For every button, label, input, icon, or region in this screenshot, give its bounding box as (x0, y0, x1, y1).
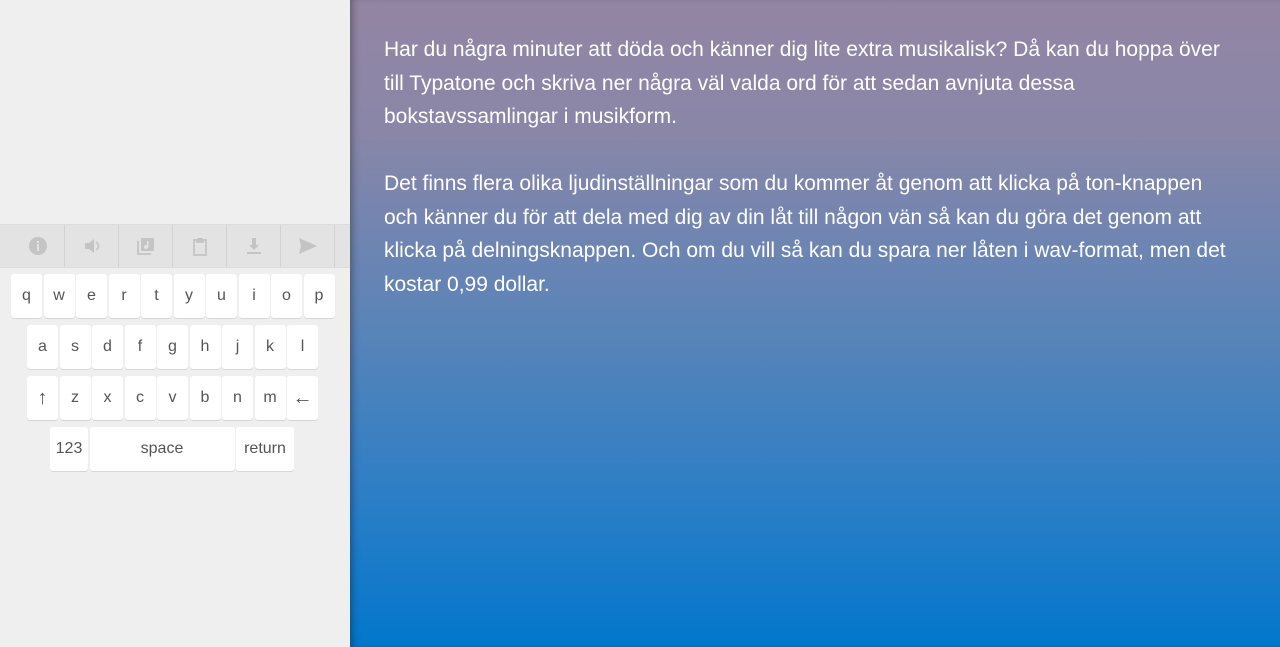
key-j[interactable]: j (222, 325, 253, 369)
keyboard-row-3 (27, 376, 320, 420)
info-icon (28, 236, 48, 256)
key-e[interactable]: e (76, 274, 107, 318)
key-x[interactable]: x (92, 376, 123, 420)
key-y[interactable]: y (174, 274, 205, 318)
key-t[interactable]: t (141, 274, 172, 318)
shift-key[interactable]: ↑ (27, 376, 58, 420)
key-i[interactable]: i (239, 274, 270, 318)
key-m[interactable]: m (255, 376, 286, 420)
key-c[interactable]: c (125, 376, 156, 420)
music-library-button[interactable] (119, 225, 173, 267)
key-w[interactable]: w (44, 274, 75, 318)
key-v[interactable]: v (157, 376, 188, 420)
key-d[interactable]: d (92, 325, 123, 369)
key-l[interactable]: l (287, 325, 318, 369)
key-u[interactable]: u (206, 274, 237, 318)
download-icon (244, 236, 264, 256)
return-key[interactable]: return (236, 427, 294, 471)
speaker-icon (82, 236, 102, 256)
key-q[interactable]: q (11, 274, 42, 318)
clipboard-button[interactable] (173, 225, 227, 267)
key-p[interactable]: p (304, 274, 335, 318)
key-o[interactable]: o (271, 274, 302, 318)
space-key[interactable]: space (90, 427, 235, 471)
text-canvas[interactable] (350, 0, 1280, 647)
key-b[interactable]: b (190, 376, 221, 420)
key-a[interactable]: a (27, 325, 58, 369)
clipboard-icon (190, 236, 210, 256)
key-n[interactable]: n (222, 376, 253, 420)
download-button[interactable] (227, 225, 281, 267)
send-icon (298, 236, 318, 256)
key-k[interactable]: k (255, 325, 286, 369)
paragraph-1: Har du några minuter att döda och känner dig lite extra musikalisk? Då kan du hoppa över till Typatone och skriva ner några väl valda ord för att sedan avnjuta dessa bokstavssamlingar i musikform. (384, 38, 1220, 128)
key-h[interactable]: h (190, 325, 221, 369)
key-g[interactable]: g (157, 325, 188, 369)
music-library-icon (136, 236, 156, 256)
keyboard-row-2 (27, 325, 320, 369)
numbers-key[interactable]: 123 (50, 427, 88, 471)
keyboard-panel (0, 0, 350, 647)
keyboard-row-4 (50, 427, 296, 471)
key-s[interactable]: s (60, 325, 91, 369)
keyboard-row-1 (11, 274, 336, 318)
info-button[interactable] (0, 225, 65, 267)
key-z[interactable]: z (60, 376, 91, 420)
share-button[interactable] (281, 225, 335, 267)
paragraph-2: Det finns flera olika ljudinställningar som du kommer åt genom att klicka på ton-knappen och känner du för att dela med dig av din låt till någon vän så kan du göra det genom att klicka på delningsknappen. Och om du vill så kan du spara ner låten i wav-format, men det kostar 0,99 dollar. (384, 172, 1226, 296)
key-r[interactable]: r (109, 274, 140, 318)
backspace-key[interactable]: ← (287, 376, 318, 420)
key-f[interactable]: f (125, 325, 156, 369)
toolbar (0, 224, 350, 268)
typed-text (384, 33, 1234, 335)
sound-button[interactable] (65, 225, 119, 267)
